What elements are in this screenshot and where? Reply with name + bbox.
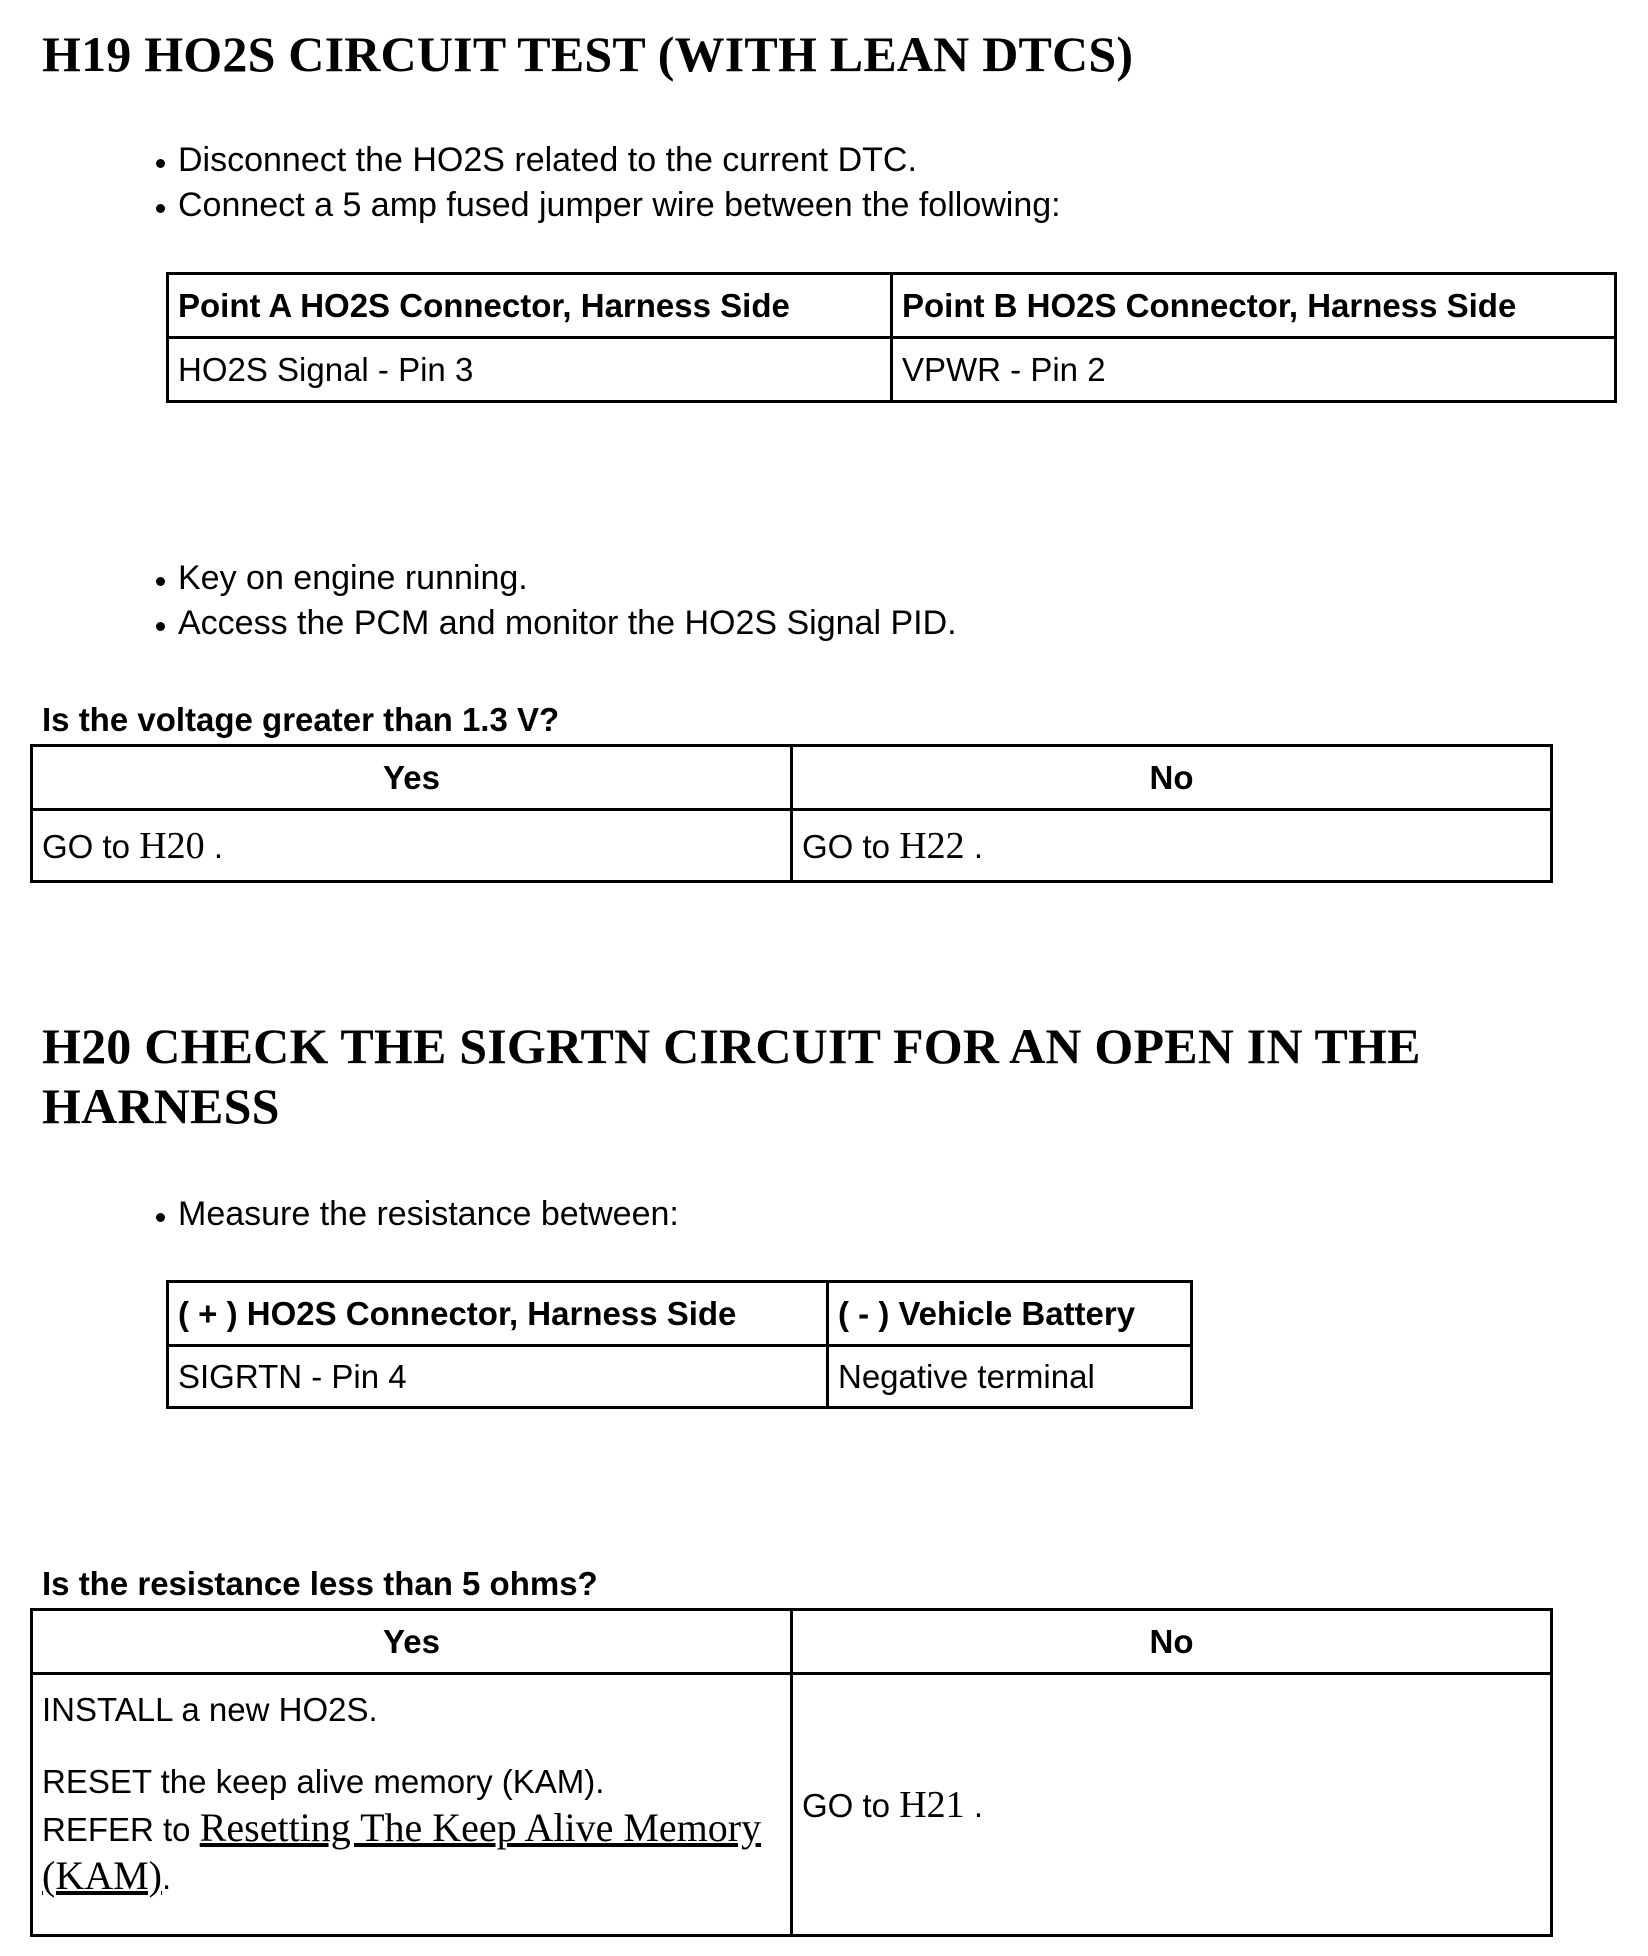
h20-instructions — [152, 1192, 679, 1237]
bullet-item: Disconnect the HO2S related to the current DTC. — [152, 138, 1061, 183]
goto-label: GO to — [802, 827, 900, 865]
h20-title-line-2: HARNESS — [42, 1078, 280, 1134]
answer-yes-line-1: INSTALL a new HO2S. — [42, 1691, 378, 1728]
answer-header-yes: Yes — [32, 746, 792, 810]
step-ref-h20: H20 — [139, 824, 205, 867]
refer-suffix: . — [161, 1859, 172, 1896]
h19-instructions-2 — [152, 556, 957, 646]
resistance-cell-positive: SIGRTN - Pin 4 — [168, 1346, 828, 1408]
answer-header-yes: Yes — [32, 1610, 792, 1674]
answer-yes-line-2 — [42, 1759, 781, 1901]
resistance-cell-negative: Negative terminal — [828, 1346, 1192, 1408]
jumper-header-point-a: Point A HO2S Connector, Harness Side — [168, 274, 892, 338]
h20-title — [42, 1016, 1421, 1136]
h19-question: Is the voltage greater than 1.3 V? — [42, 701, 560, 738]
answer-header-no: No — [792, 1610, 1552, 1674]
h19-title: H19 HO2S CIRCUIT TEST (WITH LEAN DTCS) — [42, 26, 1134, 82]
step-ref-h22: H22 — [899, 824, 965, 867]
answer-cell-yes — [32, 810, 792, 882]
h19-answer-table — [30, 744, 1553, 883]
resistance-header-negative: ( - ) Vehicle Battery — [828, 1282, 1192, 1346]
goto-label: GO to — [802, 1786, 900, 1824]
resistance-header-positive: ( + ) HO2S Connector, Harness Side — [168, 1282, 828, 1346]
h20-title-line-1: H20 CHECK THE SIGRTN CIRCUIT FOR AN OPEN IN THE — [42, 1018, 1421, 1074]
answer-cell-no — [792, 810, 1552, 882]
jumper-cell-point-b: VPWR - Pin 2 — [892, 338, 1616, 402]
bullet-item: Access the PCM and monitor the HO2S Signal PID. — [152, 601, 957, 646]
answer-cell-no — [792, 1674, 1552, 1936]
h20-answer-table — [30, 1608, 1553, 1937]
h20-resistance-table — [166, 1280, 1193, 1409]
goto-suffix: . — [964, 1786, 983, 1824]
jumper-cell-point-a: HO2S Signal - Pin 3 — [168, 338, 892, 402]
goto-suffix: . — [204, 827, 223, 865]
goto-label: GO to — [42, 827, 140, 865]
bullet-item: Connect a 5 amp fused jumper wire between the following: — [152, 183, 1061, 228]
h19-jumper-table — [166, 272, 1617, 403]
answer-header-no: No — [792, 746, 1552, 810]
resetting-kam-link[interactable]: Resetting The Keep Alive Memory (KAM) — [42, 1805, 762, 1898]
h20-question: Is the resistance less than 5 ohms? — [42, 1565, 598, 1602]
reset-kam-text: RESET the keep alive memory (KAM). — [42, 1763, 605, 1800]
answer-cell-yes — [32, 1674, 792, 1936]
bullet-item: Key on engine running. — [152, 556, 957, 601]
goto-suffix: . — [964, 827, 983, 865]
bullet-item: Measure the resistance between: — [152, 1192, 679, 1237]
jumper-header-point-b: Point B HO2S Connector, Harness Side — [892, 274, 1616, 338]
h19-instructions-1 — [152, 138, 1061, 228]
refer-label: REFER to — [42, 1811, 200, 1848]
step-ref-h21: H21 — [899, 1783, 965, 1826]
